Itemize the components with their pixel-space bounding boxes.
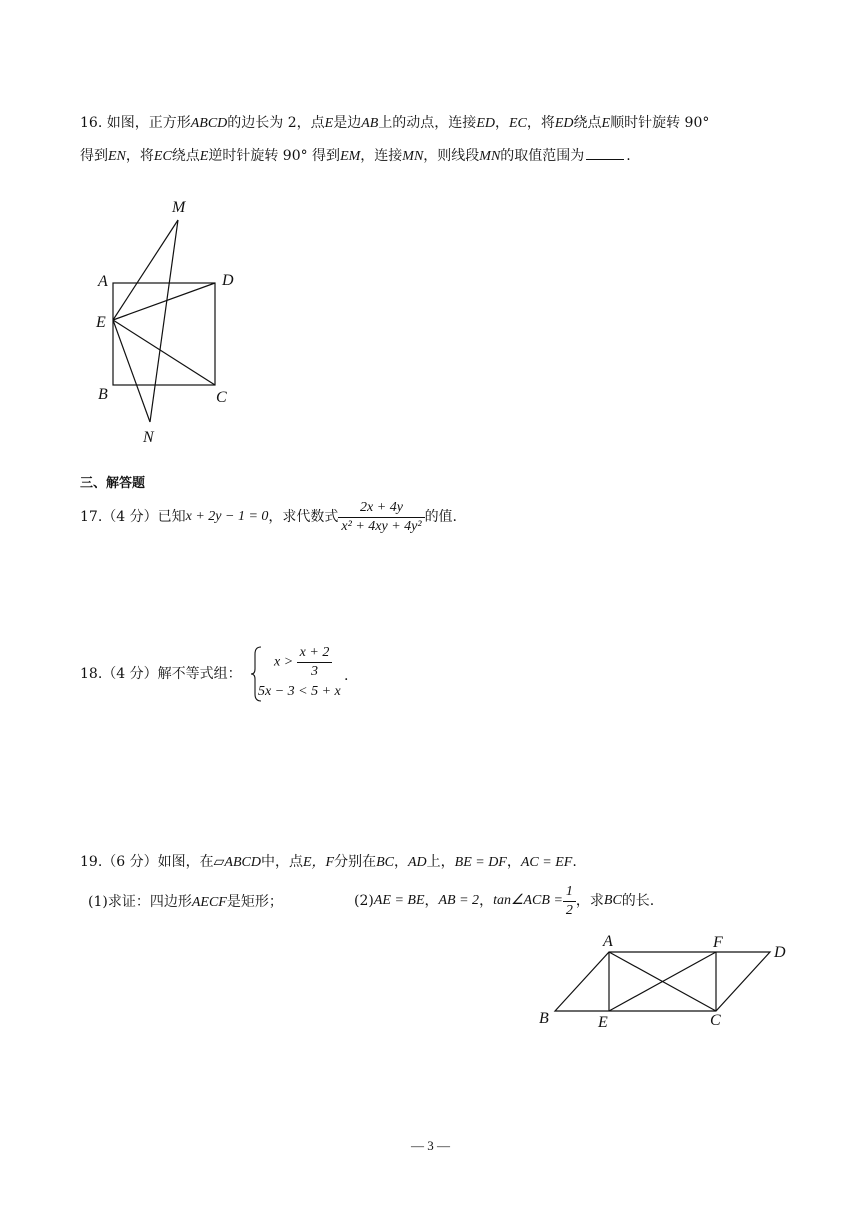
q19-text: ， — [424, 893, 439, 909]
q19-text: (1)求证：四边形 — [88, 894, 192, 910]
q16-text: 的取值范围为 — [500, 148, 585, 164]
q19-part2 — [354, 882, 654, 920]
q19-fraction — [563, 883, 576, 920]
q19-abcd: ABCD — [224, 855, 261, 870]
q16-text: 上的动点，连接 — [378, 115, 477, 131]
q19-bc: BC — [376, 855, 394, 870]
segment-ec — [113, 320, 215, 385]
q16-en: EN — [108, 149, 126, 164]
q16-e: E — [324, 116, 334, 131]
q19-part1 — [88, 892, 283, 913]
q16-ec: EC — [508, 116, 527, 131]
q19-bc: BC — [603, 893, 622, 908]
q16-ab: AB — [361, 116, 379, 131]
q18-ineq1-left: x > — [274, 654, 294, 670]
q16-text: 逆时针旋转 90° 得到 — [208, 148, 341, 164]
q16-abcd: ABCD — [190, 116, 228, 131]
segment-en — [113, 320, 150, 422]
q18-prefix: 18.（4 分）解不等式组： — [80, 666, 242, 682]
q17-line — [80, 498, 457, 536]
q16-text: 绕点 — [171, 148, 200, 164]
q16-text: ，将 — [526, 115, 555, 131]
label-a: A — [603, 933, 613, 950]
q19-text: ， — [393, 854, 408, 870]
q19-text: ，求 — [575, 893, 604, 909]
label-f: F — [713, 934, 723, 951]
q17-numerator: 2x + 4y — [338, 499, 424, 518]
segment-ed — [113, 283, 215, 320]
q18-denominator: 3 — [311, 664, 318, 679]
q18-inequality-2: 5x − 3 < 5 + x — [258, 684, 341, 699]
q16-text: 顺时针旋转 90° — [610, 115, 710, 131]
q19-text: 上， — [426, 854, 455, 870]
q19-ad: AD — [407, 855, 427, 870]
label-a: A — [98, 273, 108, 290]
q19-text: 中，点 — [260, 854, 303, 870]
label-d: D — [774, 944, 786, 961]
q19-figure — [530, 925, 800, 1035]
q16-text: ， — [494, 115, 509, 131]
label-d: D — [222, 272, 234, 289]
label-b: B — [539, 1010, 549, 1027]
segment-em — [113, 220, 178, 320]
q17-denominator: x² + 4xy + 4y² — [341, 518, 422, 534]
q17-text: 17.（4 分）已知 — [80, 509, 186, 525]
q17-fraction — [338, 499, 424, 536]
q19-denominator: 2 — [565, 902, 573, 918]
q19-text: (2) — [354, 893, 374, 909]
q16-text: 是边 — [333, 115, 362, 131]
q16-mn: MN — [402, 149, 424, 164]
q16-e: E — [601, 116, 611, 131]
q19-text: 的长. — [621, 893, 655, 909]
label-c: C — [710, 1012, 721, 1029]
q16-ed: ED — [476, 116, 495, 131]
q16-figure — [88, 190, 248, 450]
q19-text: 19.（6 分）如图，在 — [80, 854, 214, 870]
section-title: 三、解答题 — [80, 476, 146, 491]
q16-mn: MN — [479, 149, 501, 164]
q17-equation: x + 2y − 1 = 0 — [185, 509, 269, 524]
q19-ac-ef: AC = EF — [520, 855, 573, 870]
q19-tan: tan∠ACB = — [493, 893, 563, 908]
q16-line1 — [80, 113, 709, 134]
q19-text: 是矩形； — [226, 894, 283, 910]
q19-text: ， — [506, 854, 521, 870]
label-b: B — [98, 386, 108, 403]
q17-text: ，求代数式 — [268, 509, 339, 525]
q16-em: EM — [340, 149, 361, 164]
q19-numerator: 1 — [563, 883, 576, 902]
q16-e: E — [199, 149, 209, 164]
label-e: E — [96, 314, 106, 331]
q19-line1 — [80, 852, 577, 873]
q16-ed: ED — [554, 116, 574, 131]
q19-be-df: BE = DF — [454, 855, 507, 870]
q16-line2 — [80, 145, 631, 167]
q19-ef: E，F — [302, 855, 335, 870]
q18-inequality-1 — [274, 644, 332, 681]
q18-fraction — [297, 644, 333, 681]
q18-numerator: x + 2 — [297, 644, 333, 663]
label-c: C — [216, 389, 227, 406]
q19-text: 分别在 — [334, 854, 377, 870]
q19-ab: AB = 2 — [438, 893, 480, 908]
q19-text: ， — [479, 893, 494, 909]
q19-ae-be: AE = BE — [373, 893, 425, 908]
square-abcd — [113, 283, 215, 385]
q16-text: . — [626, 148, 631, 164]
q16-ec: EC — [153, 149, 172, 164]
answer-blank — [586, 145, 624, 160]
label-m: M — [172, 199, 186, 216]
q19-aecf: AECF — [191, 895, 227, 910]
q16-text: ，将 — [125, 148, 154, 164]
page-number: — 3 — — [411, 1138, 450, 1153]
q19-text: . — [572, 854, 577, 870]
q16-text: 的边长为 2，点 — [227, 115, 325, 131]
label-e: E — [598, 1014, 608, 1031]
q17-text: 的值. — [424, 509, 458, 525]
q16-text: ，连接 — [360, 148, 403, 164]
q16-text: ，则线段 — [423, 148, 480, 164]
q16-text: 得到 — [80, 148, 108, 164]
parallelogram-symbol: ▱ — [213, 854, 225, 870]
segment-mn — [150, 220, 178, 422]
q16-text: 绕点 — [573, 115, 602, 131]
label-n: N — [143, 429, 154, 446]
q18-suffix: . — [344, 668, 349, 684]
q16-text: 16. 如图，正方形 — [80, 115, 191, 131]
